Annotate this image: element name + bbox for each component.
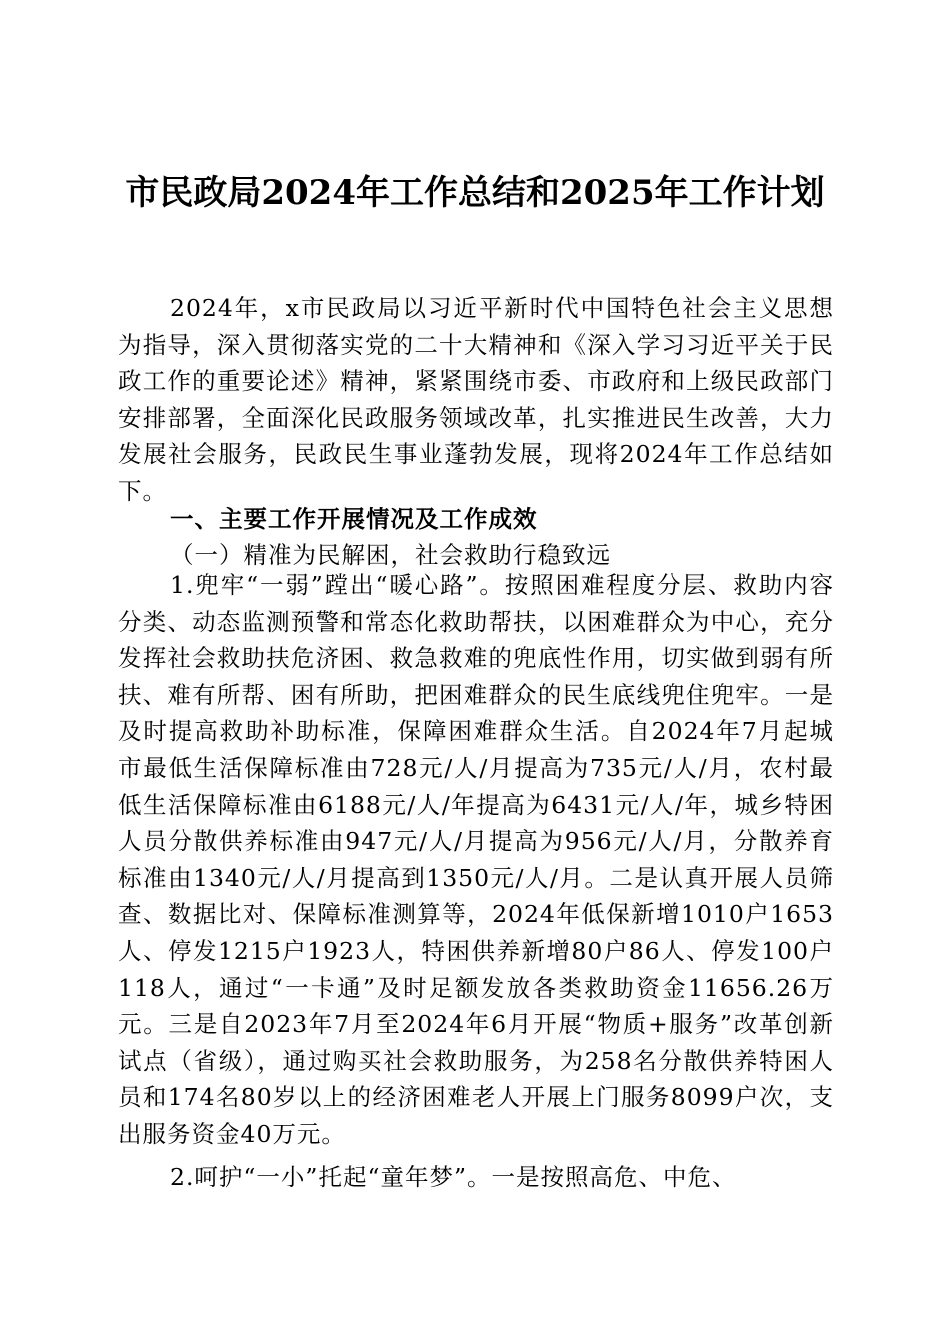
intro-paragraph: 2024年，x市民政局以习近平新时代中国特色社会主义思想为指导，深入贯彻落实党的二十大精神和《深入学习习近平关于民政工作的重要论述》精神，紧紧围绕市委、市政府和上级民政部门安排部署，全面深化民政服务领域改革，扎实推进民生改善，大力发展社会服务，民政民生事业蓬勃发展，现将2024年工作总结如下。 (118, 294, 834, 505)
body-paragraph-2: 2.呵护“一小”托起“童年梦”。一是按照高危、中危、 (170, 1163, 737, 1191)
subsection-heading: （一）精准为民解困，社会救助行稳致远 (170, 541, 611, 569)
body-paragraph-1: 1.兜牢“一弱”蹚出“暖心路”。按照困难程度分层、救助内容分类、动态监测预警和常态化救助帮扶，以困难群众为中心，充分发挥社会救助扶危济困、救急救难的兜底性作用，切实做到弱有所扶、难有所帮、困有所助，把困难群众的民生底线兜住兜牢。一是及时提高救助补助标准，保障困难群众生活。自2024年7月起城市最低生活保障标准由728元/人/月提高为735元/人/月，农村最低生活保障标准由6188元/人/年提高为6431元/人/年，城乡特困人员分散供养标准由947元/人/月提高为956元/人/月，分散养育标准由1340元/人/月提高到1350元/人/月。二是认真开展人员筛查、数据比对、保障标准测算等，2024年低保新增1010户1653人、停发1215户1923人，特困供养新增80户86人、停发100户118人，通过“一卡通”及时足额发放各类救助资金11656.26万元。三是自2023年7月至2024年6月开展“物质+服务”改革创新试点（省级），通过购买社会救助服务，为258名分散供养特困人员和174名80岁以上的经济困难老人开展上门服务8099户次，支出服务资金40万元。 (118, 571, 834, 1148)
document-title: 市民政局2024年工作总结和2025年工作计划 (125, 173, 825, 213)
section-heading: 一、主要工作开展情况及工作成效 (170, 505, 538, 533)
